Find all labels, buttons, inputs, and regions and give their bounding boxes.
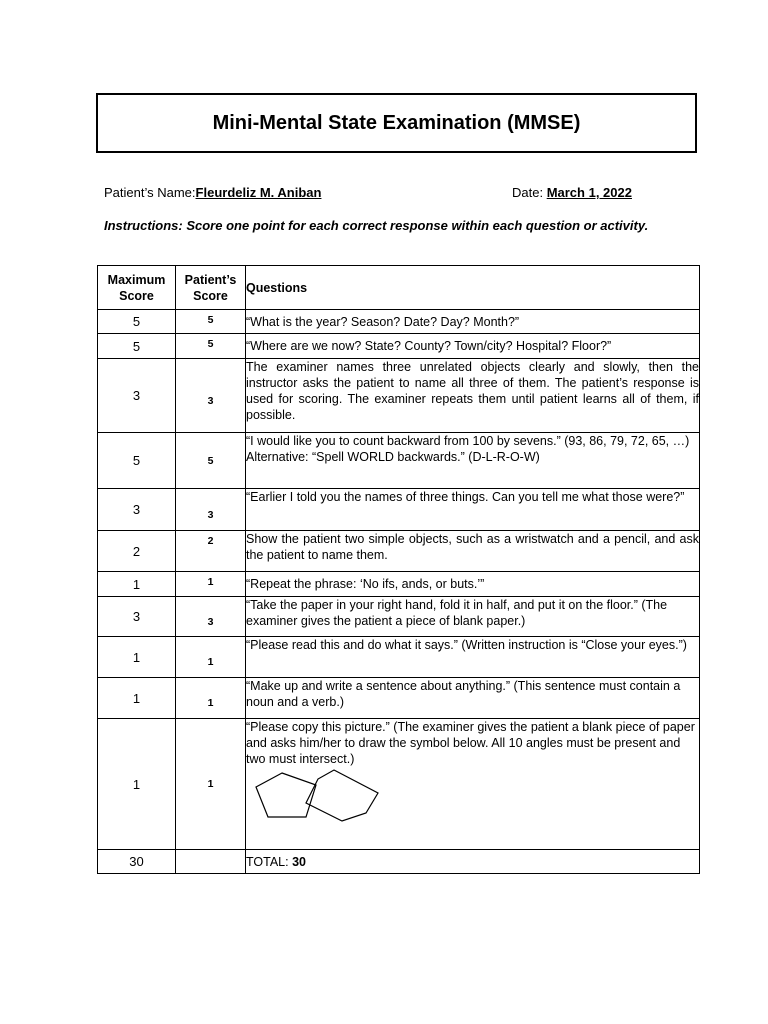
patient-score: 1 (176, 678, 246, 719)
title-box (96, 93, 697, 153)
total-patient-score (176, 850, 246, 874)
table-row (98, 597, 700, 637)
table-row (98, 531, 700, 572)
patient-score: 5 (176, 433, 246, 489)
question-text: “Repeat the phrase: ‘No ifs, ands, or buts.’” (246, 572, 700, 597)
max-score: 5 (98, 310, 176, 334)
question-text: “Earlier I told you the names of three things. Can you tell me what those were?” (246, 489, 700, 531)
table-row (98, 310, 700, 334)
max-score: 3 (98, 359, 176, 433)
question-text: “Please read this and do what it says.” (Written instruction is “Close your eyes.”) (246, 637, 700, 678)
table-row (98, 433, 700, 489)
patient-name-label: Patient’s Name: (104, 185, 196, 200)
max-score: 1 (98, 719, 176, 850)
patient-name-value: Fleurdeliz M. Aniban (195, 185, 322, 200)
patient-score: 2 (176, 531, 246, 572)
patient-score: 1 (176, 572, 246, 597)
max-score: 3 (98, 597, 176, 637)
date-label: Date: (512, 185, 547, 200)
total-row (98, 850, 700, 874)
date-line (512, 185, 632, 200)
question-alternative: Alternative: “Spell WORLD backwards.” (D-L-R-O-W) (246, 450, 540, 464)
table-row (98, 359, 700, 433)
total-label: TOTAL: (246, 854, 293, 869)
total-max-score: 30 (98, 850, 176, 874)
question-text: “Make up and write a sentence about anything.” (This sentence must contain a noun and a verb.) (246, 678, 700, 719)
max-score: 3 (98, 489, 176, 531)
question-text: Show the patient two simple objects, such as a wristwatch and a pencil, and ask the patient to name them. (246, 531, 700, 572)
max-score: 1 (98, 572, 176, 597)
patient-score: 3 (176, 359, 246, 433)
page-title: Mini-Mental State Examination (MMSE) (212, 111, 581, 134)
pentagon-right-icon (306, 770, 378, 821)
total-cell (246, 850, 700, 874)
question-text: “Where are we now? State? County? Town/city? Hospital? Floor?” (246, 334, 700, 359)
max-score: 1 (98, 678, 176, 719)
patient-score: 5 (176, 310, 246, 334)
max-score: 5 (98, 334, 176, 359)
question-cell (246, 433, 700, 489)
table-row (98, 637, 700, 678)
total-value: 30 (292, 854, 306, 869)
question-cell (246, 719, 700, 850)
table-row (98, 719, 700, 850)
patient-score: 1 (176, 719, 246, 850)
max-score: 5 (98, 433, 176, 489)
question-text: “Take the paper in your right hand, fold it in half, and put it on the floor.” (The examiner gives the patient a piece of blank paper.) (246, 597, 700, 637)
max-score: 2 (98, 531, 176, 572)
instructions: Instructions: Score one point for each correct response within each question or activity. (104, 218, 649, 233)
table-row (98, 489, 700, 531)
patient-score: 3 (176, 489, 246, 531)
intersecting-pentagons-figure (246, 769, 386, 827)
header-maximum-score: Maximum Score (98, 266, 176, 310)
patient-score: 1 (176, 637, 246, 678)
question-text: “Please copy this picture.” (The examiner gives the patient a blank piece of paper and asks him/her to draw the symbol below. All 10 angles must be present and two must intersect.) (246, 720, 695, 766)
table-header-row (98, 266, 700, 310)
table-row (98, 572, 700, 597)
table-row (98, 678, 700, 719)
table-row (98, 334, 700, 359)
patient-score: 5 (176, 334, 246, 359)
patient-name-line (104, 185, 321, 200)
date-value: March 1, 2022 (546, 185, 632, 200)
pentagon-left-icon (256, 773, 316, 817)
header-patient-score: Patient’s Score (176, 266, 246, 310)
mmse-table (97, 265, 700, 874)
header-questions: Questions (246, 266, 700, 310)
patient-score: 3 (176, 597, 246, 637)
question-text: The examiner names three unrelated objects clearly and slowly, then the instructor asks the patient to name all three of them. The patient’s response is used for scoring. The examiner repeats them until patient learns all of them, if possible. (246, 359, 700, 433)
question-text: “What is the year? Season? Date? Day? Month?” (246, 310, 700, 334)
question-text: “I would like you to count backward from 100 by sevens.” (93, 86, 79, 72, 65, …) (246, 434, 690, 448)
max-score: 1 (98, 637, 176, 678)
